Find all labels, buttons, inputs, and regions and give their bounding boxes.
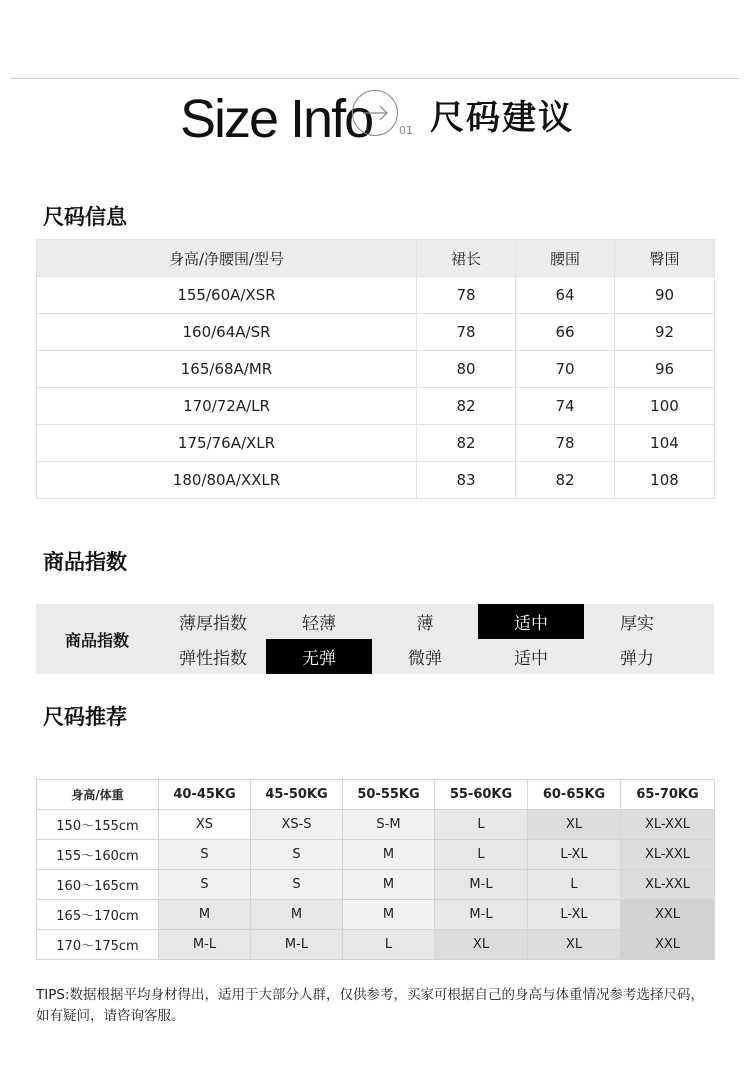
height-row-header: 160～165cm <box>37 870 159 900</box>
arrow-circle-icon <box>352 90 398 136</box>
size-cell: XL <box>435 930 528 960</box>
table-row <box>37 425 715 462</box>
size-cell: XL <box>528 930 621 960</box>
table-row <box>37 870 715 900</box>
table-row <box>37 900 715 930</box>
size-cell: M <box>343 870 435 900</box>
index-option: 适中 <box>514 649 548 669</box>
size-cell: XL <box>528 810 621 840</box>
size-cell: XL-XXL <box>621 870 715 900</box>
size-cell: L <box>435 840 528 870</box>
table-cell: 64 <box>516 277 615 314</box>
size-cell: M-L <box>159 930 251 960</box>
table-row <box>37 930 715 960</box>
size-cell: L <box>435 810 528 840</box>
table-cell: 108 <box>615 462 715 499</box>
table-cell: 78 <box>417 277 516 314</box>
size-cell: L <box>528 870 621 900</box>
weight-column-header: 60-65KG <box>528 780 621 810</box>
table-cell: 160/64A/SR <box>37 314 417 351</box>
table-cell: 180/80A/XXLR <box>37 462 417 499</box>
size-cell: M-L <box>251 930 343 960</box>
size-cell: XS <box>159 810 251 840</box>
table-cell: 96 <box>615 351 715 388</box>
size-cell: XL-XXL <box>621 840 715 870</box>
table-cell: 104 <box>615 425 715 462</box>
table-cell: 83 <box>417 462 516 499</box>
table-cell: 82 <box>417 425 516 462</box>
table-cell: 78 <box>417 314 516 351</box>
height-row-header: 155～160cm <box>37 840 159 870</box>
table-cell: 82 <box>417 388 516 425</box>
table-row <box>37 840 715 870</box>
index-option: 弹力 <box>620 649 654 669</box>
section-number: 01 <box>399 124 413 137</box>
size-info-table <box>36 239 715 499</box>
size-cell: S <box>251 870 343 900</box>
size-cell: L <box>343 930 435 960</box>
size-cell: M <box>343 900 435 930</box>
product-index-title: 商品指数 <box>43 550 127 574</box>
column-header: 腰围 <box>516 240 615 277</box>
index-label: 商品指数 <box>64 630 129 650</box>
size-cell: L-XL <box>528 840 621 870</box>
index-option: 微弹 <box>408 649 442 669</box>
size-cell: M-L <box>435 900 528 930</box>
table-header-row <box>37 780 715 810</box>
title-en: Size Info <box>180 89 373 149</box>
table-row <box>37 314 715 351</box>
table-cell: 66 <box>516 314 615 351</box>
table-cell: 78 <box>516 425 615 462</box>
elasticity-index-row <box>160 639 690 674</box>
index-option: 轻薄 <box>302 614 336 634</box>
index-option: 厚实 <box>620 614 654 634</box>
size-cell: XXL <box>621 900 715 930</box>
weight-column-header: 40-45KG <box>159 780 251 810</box>
top-divider <box>10 78 740 79</box>
height-row-header: 170～175cm <box>37 930 159 960</box>
table-cell: 175/76A/XLR <box>37 425 417 462</box>
index-option: 薄 <box>416 614 434 634</box>
table-cell: 80 <box>417 351 516 388</box>
size-cell: M <box>251 900 343 930</box>
weight-column-header: 55-60KG <box>435 780 528 810</box>
table-row <box>37 388 715 425</box>
size-cell: M <box>343 840 435 870</box>
weight-column-header: 45-50KG <box>251 780 343 810</box>
table-cell: 165/68A/MR <box>37 351 417 388</box>
height-row-header: 165～170cm <box>37 900 159 930</box>
thickness-index-row <box>160 604 690 639</box>
table-cell: 70 <box>516 351 615 388</box>
size-cell: XXL <box>621 930 715 960</box>
table-cell: 74 <box>516 388 615 425</box>
column-header: 身高/净腰围/型号 <box>37 240 417 277</box>
product-index-panel <box>36 604 714 674</box>
size-cell: S-M <box>343 810 435 840</box>
tips-note: TIPS:数据根据平均身材得出，适用于大部分人群，仅供参考，买家可根据自己的身高与体重情况参考选择尺码，如有疑问，请咨询客服。 <box>36 987 704 1024</box>
column-header: 裙长 <box>417 240 516 277</box>
size-recommend-title: 尺码推荐 <box>43 705 127 729</box>
weight-column-header: 65-70KG <box>621 780 715 810</box>
table-header-row <box>37 240 715 277</box>
size-cell: XS-S <box>251 810 343 840</box>
size-cell: M <box>159 900 251 930</box>
index-option-selected: 适中 <box>478 604 584 639</box>
size-cell: S <box>251 840 343 870</box>
size-cell: M-L <box>435 870 528 900</box>
size-recommend-table <box>36 779 715 960</box>
weight-column-header: 50-55KG <box>343 780 435 810</box>
table-row <box>37 277 715 314</box>
table-cell: 92 <box>615 314 715 351</box>
corner-header: 身高/体重 <box>37 780 159 810</box>
table-cell: 82 <box>516 462 615 499</box>
index-name: 弹性指数 <box>179 649 247 669</box>
height-row-header: 150～155cm <box>37 810 159 840</box>
table-row <box>37 351 715 388</box>
table-cell: 100 <box>615 388 715 425</box>
size-cell: L-XL <box>528 900 621 930</box>
table-cell: 90 <box>615 277 715 314</box>
page-header <box>0 84 750 154</box>
table-row <box>37 462 715 499</box>
title-cn: 尺码建议 <box>430 98 574 138</box>
table-cell: 155/60A/XSR <box>37 277 417 314</box>
size-cell: S <box>159 870 251 900</box>
index-option-selected: 无弹 <box>266 639 372 674</box>
table-cell: 170/72A/LR <box>37 388 417 425</box>
index-name: 薄厚指数 <box>179 614 247 634</box>
column-header: 臀围 <box>615 240 715 277</box>
size-info-title: 尺码信息 <box>43 205 127 229</box>
table-row <box>37 810 715 840</box>
size-cell: XL-XXL <box>621 810 715 840</box>
size-cell: S <box>159 840 251 870</box>
